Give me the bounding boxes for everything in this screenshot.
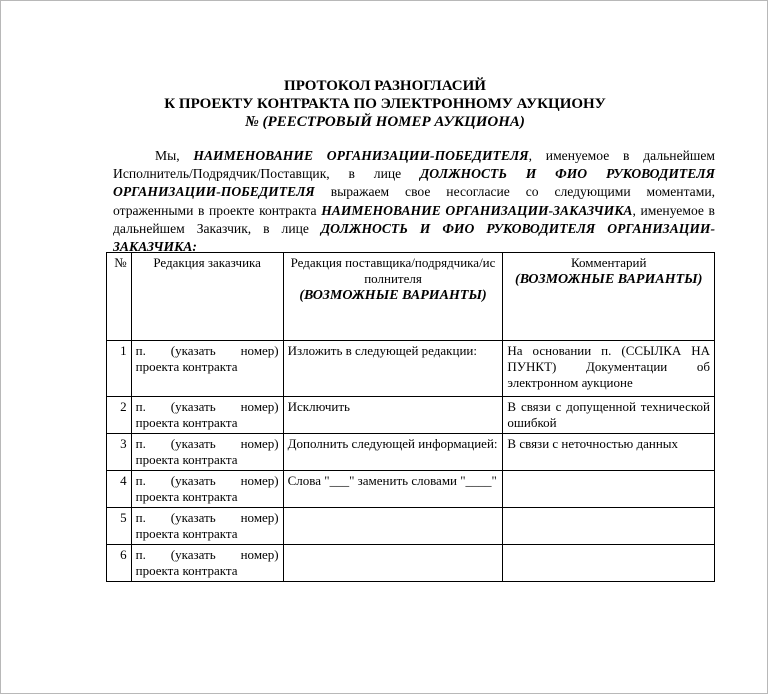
row-customer: п. (указать номер) проекта контракта [131, 545, 283, 582]
disagreements-table [106, 252, 715, 582]
header-comment-variants: (ВОЗМОЖНЫЕ ВАРИАНТЫ) [515, 272, 703, 287]
row-num: 4 [107, 471, 132, 508]
header-comment-label: Комментарий [570, 255, 647, 270]
row-comment: В связи с неточностью данных [503, 434, 715, 471]
row-comment: На основании п. (ССЫЛКА НА ПУНКТ) Документации об электронном аукционе [503, 341, 715, 397]
row-provider [283, 508, 503, 545]
winner-org-name: НАИМЕНОВАНИЕ ОРГАНИЗАЦИИ-ПОБЕДИТЕЛЯ [193, 148, 529, 163]
row-customer: п. (указать номер) проекта контракта [131, 397, 283, 434]
row-num: 3 [107, 434, 132, 471]
row-comment [503, 508, 715, 545]
row-customer: п. (указать номер) проекта контракта [131, 508, 283, 545]
row-customer: п. (указать номер) проекта контракта [131, 341, 283, 397]
intro-text-4: , именуемое в дальнейшем Заказчик, в лице [113, 202, 715, 236]
customer-head-name: ДОЛЖНОСТЬ И ФИО РУКОВОДИТЕЛЯ ОРГАНИЗАЦИИ-ЗАКАЗЧИКА: [113, 220, 716, 255]
row-provider: Дополнить следующей информацией: [283, 434, 503, 471]
intro-text-3: выражаем свое несогласие со следующими моментами, отраженными в проекте контракта [113, 184, 715, 218]
intro-text-2: , именуемое в дальнейшем Исполнитель/Подрядчик/Поставщик, в лице [113, 148, 715, 182]
table-row [107, 471, 715, 508]
header-customer: Редакция заказчика [131, 253, 283, 341]
intro-text-1: Мы, [155, 148, 194, 163]
row-comment [503, 545, 715, 582]
row-num: 6 [107, 545, 132, 582]
row-provider: Исключить [283, 397, 503, 434]
row-provider [283, 545, 503, 582]
row-provider: Изложить в следующей редакции: [283, 341, 503, 397]
row-num: 1 [107, 341, 132, 397]
customer-org-name: НАИМЕНОВАНИЕ ОРГАНИЗАЦИИ-ЗАКАЗЧИКА [321, 202, 633, 218]
header-comment [503, 253, 715, 341]
header-provider-label: Редакция поставщика/подрядчика/исполнителя [290, 255, 496, 286]
table-row [107, 508, 715, 545]
doc-title-line-3: № (РЕЕСТРОВЫЙ НОМЕР АУКЦИОНА) [245, 114, 525, 130]
row-num: 2 [107, 397, 132, 434]
winner-head-name: ДОЛЖНОСТЬ И ФИО РУКОВОДИТЕЛЯ ОРГАНИЗАЦИИ-ПОБЕДИТЕЛЯ [113, 166, 715, 200]
header-provider [283, 253, 503, 341]
row-customer: п. (указать номер) проекта контракта [131, 471, 283, 508]
doc-title-line-2: К ПРОЕКТУ КОНТРАКТА ПО ЭЛЕКТРОННОМУ АУКЦИОНУ [164, 96, 606, 112]
header-num: № [107, 253, 132, 341]
table-row [107, 341, 715, 397]
row-num: 5 [107, 508, 132, 545]
intro-paragraph [113, 147, 715, 256]
table-row [107, 434, 715, 471]
doc-title-line-1: ПРОТОКОЛ РАЗНОГЛАСИЙ [284, 78, 486, 94]
table-row [107, 397, 715, 434]
row-comment [503, 471, 715, 508]
row-provider: Слова "___" заменить словами "____" [283, 471, 503, 508]
table-row [107, 545, 715, 582]
row-comment: В связи с допущенной технической ошибкой [503, 397, 715, 434]
table-header-row [107, 253, 715, 341]
row-customer: п. (указать номер) проекта контракта [131, 434, 283, 471]
header-provider-variants: (ВОЗМОЖНЫЕ ВАРИАНТЫ) [299, 288, 487, 303]
